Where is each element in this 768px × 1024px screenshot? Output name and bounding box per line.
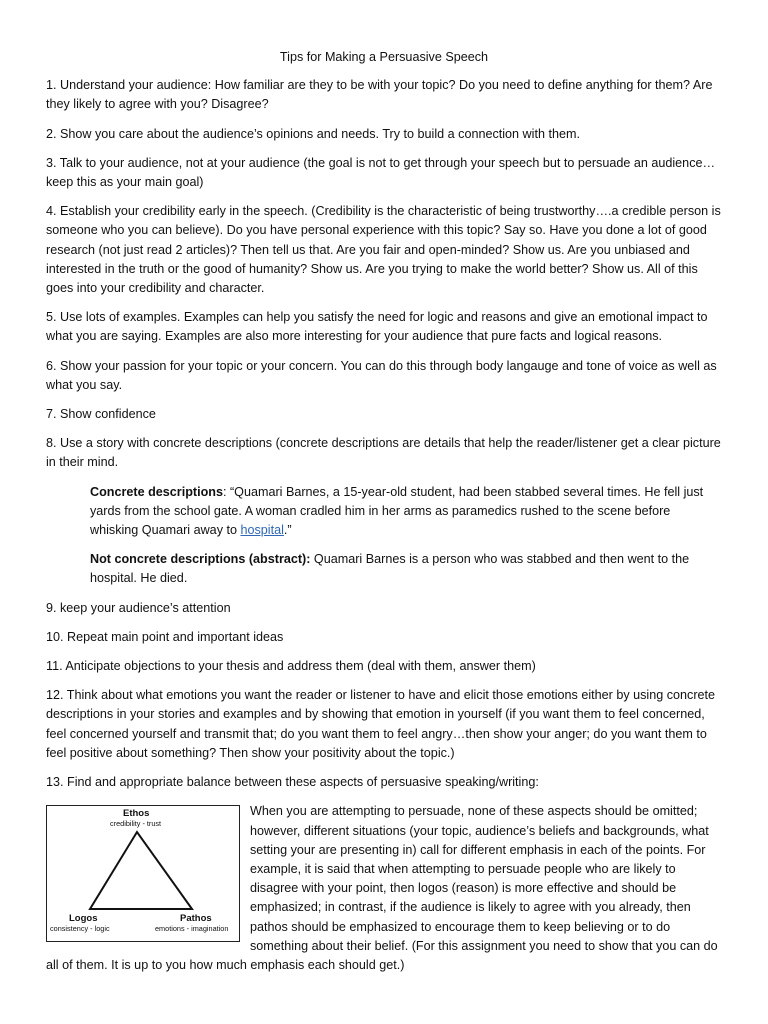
tip-8: 8. Use a story with concrete descriptions (concrete descriptions are details that help the reader/listener get a clear picture in their mind. bbox=[46, 436, 721, 470]
tip-3: 3. Talk to your audience, not at your audience (the goal is not to get through your speech but to persuade an audience…keep this as your main goal) bbox=[46, 155, 716, 190]
logos-subtitle: consistency - logic bbox=[50, 924, 110, 934]
tip-13: 13. Find and appropriate balance between these aspects of persuasive speaking/writing: bbox=[46, 775, 539, 790]
tip-7: 7. Show confidence bbox=[46, 407, 156, 422]
tip-5: 5. Use lots of examples. Examples can help you satisfy the need for logic and reasons and give an emotional impact to what you are saying. Examples are also more interesting for your audience that pure facts and logical reasons. bbox=[46, 310, 708, 344]
hospital-link[interactable]: hospital bbox=[240, 523, 284, 538]
concrete-example bbox=[90, 483, 712, 541]
tip-4: 4. Establish your credibility early in the speech. (Credibility is the characteristic of being trustworthy….a credible person is someone who you can believe). Do you have personal experience with this topic? Say so. Have you done a lot of good research (not just read 2 articles)? Then tell us that. Are you fair and open-minded? Show us. Are you unbiased and interested in the truth or the good of humanity? Show us. Are you trying to make the world better? Show us. All of this goes into your credibility and character. bbox=[46, 204, 721, 296]
rhetoric-triangle-diagram bbox=[46, 805, 240, 942]
tip-11: 11. Anticipate objections to your thesis and address them (deal with them, answer them) bbox=[46, 659, 536, 674]
tip-2: 2. Show you care about the audience’s opinions and needs. Try to build a connection with them. bbox=[46, 126, 580, 141]
concrete-label: Concrete descriptions bbox=[90, 484, 223, 499]
closing-paragraph: When you are attempting to persuade, none of these aspects should be omitted; however, different situations (your topic, audience’s beliefs and backgrounds, what setting your are presenting in) call for different emphasis in each of the points. For example, it is said that when attempting to persuade people who are likely to disagree with your point, then logos (reason) is more effective and should be emphasized; in contrast, if the audience is likely to agree with you already, then pathos should be emphasized to encourage them to keep believing or to do something about their belief. (For this assignment you need to show that you can do all of them. It is up to you how much emphasis each should get.) bbox=[46, 804, 718, 972]
triangle-outline bbox=[90, 832, 192, 909]
ethos-label: Ethos bbox=[123, 808, 150, 820]
tip-9: 9. keep your audience’s attention bbox=[46, 600, 231, 615]
concrete-text: : “Quamari Barnes, a 15-year-old student, had been stabbed several times. He fell just yards from the school gate. A woman cradled him in her arms as paramedics rushed to the scene before whisking Quamari away to bbox=[90, 484, 704, 538]
tip-12: 12. Think about what emotions you want the reader or listener to have and elicit those emotions either by using concrete descriptions in your stories and examples and by showing that emotion in yourself (if you want them to feel concerned, feel concerned yourself and transmit that; do you want them to feel angry…then show your anger; do you want them to feel positive about something? Then show your positivity about the topic.) bbox=[46, 688, 716, 760]
tip-1: 1. Understand your audience: How familiar are they to be with your topic? Do you need to define anything for them? Are they likely to agree with you? Disagree? bbox=[46, 78, 713, 112]
tip-10: 10. Repeat main point and important ideas bbox=[46, 629, 284, 644]
page-title: Tips for Making a Persuasive Speech bbox=[279, 50, 489, 64]
logos-label: Logos bbox=[69, 913, 98, 925]
ethos-subtitle: credibility - trust bbox=[110, 819, 162, 829]
abstract-text: Quamari Barnes is a person who was stabbed and then went to the hospital. He died. bbox=[90, 552, 690, 586]
abstract-example bbox=[90, 550, 712, 588]
balance-section bbox=[46, 802, 722, 975]
tip-6: 6. Show your passion for your topic or your concern. You can do this through body langauge and tone of voice as well as what you say. bbox=[46, 358, 717, 392]
pathos-subtitle: emotions - imagination bbox=[155, 924, 229, 934]
abstract-label: Not concrete descriptions (abstract): bbox=[90, 552, 311, 567]
concrete-end: .” bbox=[283, 523, 292, 538]
pathos-label: Pathos bbox=[180, 913, 212, 925]
